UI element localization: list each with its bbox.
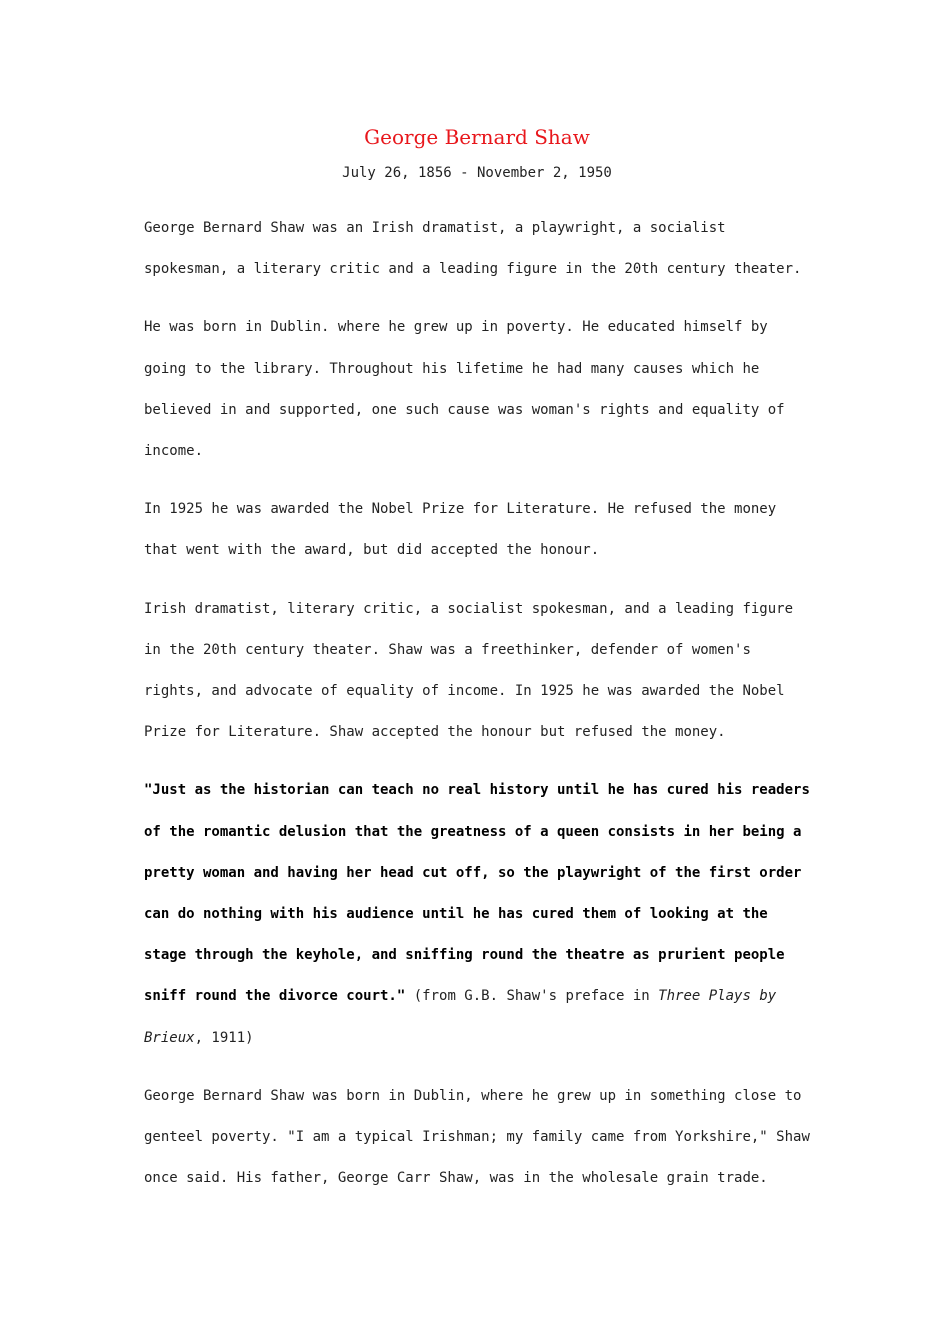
text-line: in the 20th century theater. Shaw was a freethinker, defender of women's [144, 641, 751, 658]
life-dates: July 26, 1856 - November 2, 1950 [342, 165, 612, 181]
text-line: rights, and advocate of equality of income. In 1925 he was awarded the Nobel [144, 683, 785, 700]
text-line: going to the library. Throughout his lifetime he had many causes which he [144, 360, 760, 377]
text-line: He was born in Dublin. where he grew up in poverty. He educated himself by [144, 319, 768, 336]
paragraph-birth [144, 1076, 810, 1200]
text-line: genteel poverty. "I am a typical Irishman; my family came from Yorkshire," Shaw [144, 1129, 810, 1146]
quote-line: can do nothing with his audience until he has cured them of looking at the [144, 906, 768, 923]
text-line: spokesman, a literary critic and a leading figure in the 20th century theater. [144, 261, 802, 278]
text-line: once said. His father, George Carr Shaw, was in the wholesale grain trade. [144, 1170, 768, 1187]
quote-source-title-end: Brieux [144, 1029, 195, 1046]
paragraph-nobel [144, 489, 810, 571]
quote-line: of the romantic delusion that the greatness of a queen consists in her being a [144, 823, 802, 840]
page-title: George Bernard Shaw [364, 125, 590, 149]
quote-source-suffix: , 1911) [194, 1029, 254, 1046]
paragraph-early-life [144, 307, 810, 472]
document-page [144, 120, 810, 1216]
text-line: In 1925 he was awarded the Nobel Prize for Literature. He refused the money [144, 501, 777, 518]
quote-source-title: Three Plays by [658, 988, 777, 1005]
quote-last-line [144, 976, 810, 1017]
quote-source-line [144, 1018, 810, 1059]
quote-line: sniff round the divorce court." [144, 988, 406, 1005]
paragraph-summary [144, 589, 810, 754]
text-line: George Bernard Shaw was an Irish dramatist, a playwright, a socialist [144, 220, 726, 236]
text-line: George Bernard Shaw was born in Dublin, where he grew up in something close to [144, 1087, 802, 1104]
text-line: Irish dramatist, literary critic, a socialist spokesman, and a leading figure [144, 600, 794, 617]
text-line: income. [144, 443, 204, 460]
quote-line: stage through the keyhole, and sniffing round the theatre as prurient people [144, 947, 785, 964]
quote-source-prefix: (from G.B. Shaw's preface in [405, 988, 659, 1005]
text-line: believed in and supported, one such cause was woman's rights and equality of [144, 401, 785, 418]
quote-line: "Just as the historian can teach no real history until he has cured his readers [144, 782, 810, 799]
quote-line: pretty woman and having her head cut off, so the playwright of the first order [144, 864, 802, 881]
paragraph-intro [144, 208, 810, 290]
text-line: Prize for Literature. Shaw accepted the honour but refused the money. [144, 724, 726, 741]
quote-paragraph [144, 770, 810, 1058]
text-line: that went with the award, but did accepted the honour. [144, 542, 600, 559]
